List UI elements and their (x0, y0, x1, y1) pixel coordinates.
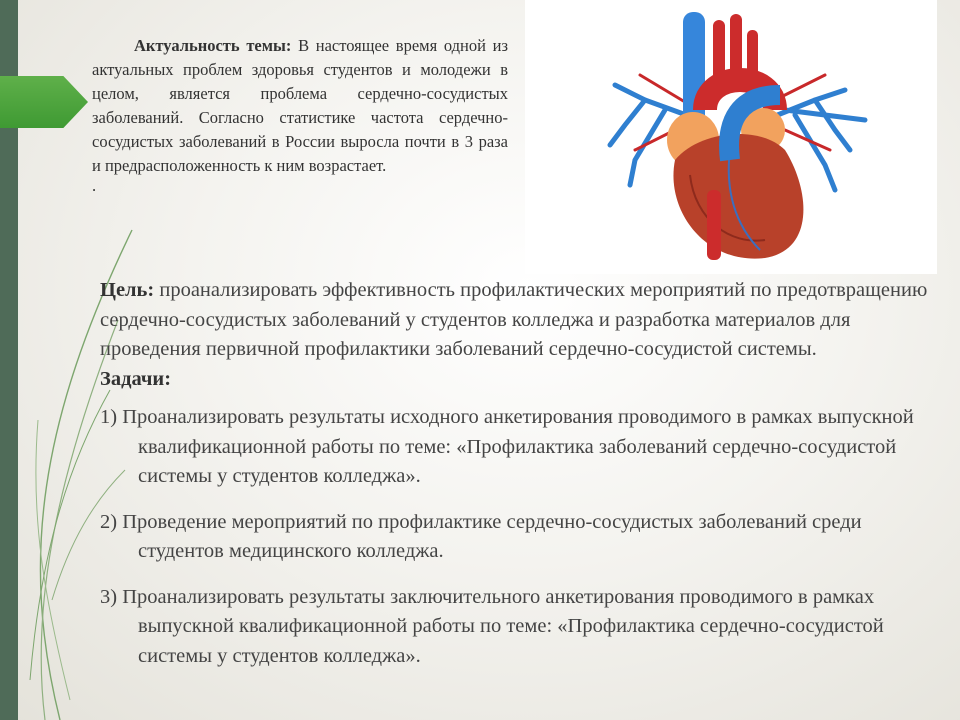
task-item-3: 3) Проанализировать результаты заключительного анкетирования проводимого в рамках выпускной квалификационной работы по теме: «Профилактика сердечно-сосудистой системы у студентов колледжа». (100, 585, 884, 667)
goals-section (100, 276, 930, 671)
task-item-1: 1) Проанализировать результаты исходного анкетирования проводимого в рамках выпускной квалификационной работы по теме: «Профилактика заболеваний сердечно-сосудистой системы у студентов колледжа». (100, 406, 914, 487)
relevance-label: Актуальность темы: (134, 36, 292, 55)
tasks-heading: Задачи: (100, 367, 172, 390)
heart-icon (525, 0, 937, 274)
relevance-text: В настоящее время одной из актуальных проблем здоровья студентов и молодежи в целом, является проблема сердечно-сосудистых заболеваний. Согласно статистике частота сердечно-сосудистых заболеваний в России выросла почти в 3 раза и предрасположенность к ним возрастает. (92, 36, 508, 175)
goal-text: проанализировать эффективность профилактических мероприятий по предотвращению сердечно-сосудистых заболеваний у студентов колледжа и разработка материалов для проведения первичной профилактики заболеваний сердечно-сосудистой системы. (100, 279, 928, 360)
goal-label: Цель: (100, 279, 155, 301)
heart-image (525, 0, 937, 274)
relevance-paragraph (92, 34, 508, 194)
task-item-2: 2) Проведение мероприятий по профилактике сердечно-сосудистых заболеваний среди студентов медицинского колледжа. (100, 510, 862, 562)
relevance-dot: . (92, 176, 97, 195)
goal-paragraph (100, 276, 930, 365)
